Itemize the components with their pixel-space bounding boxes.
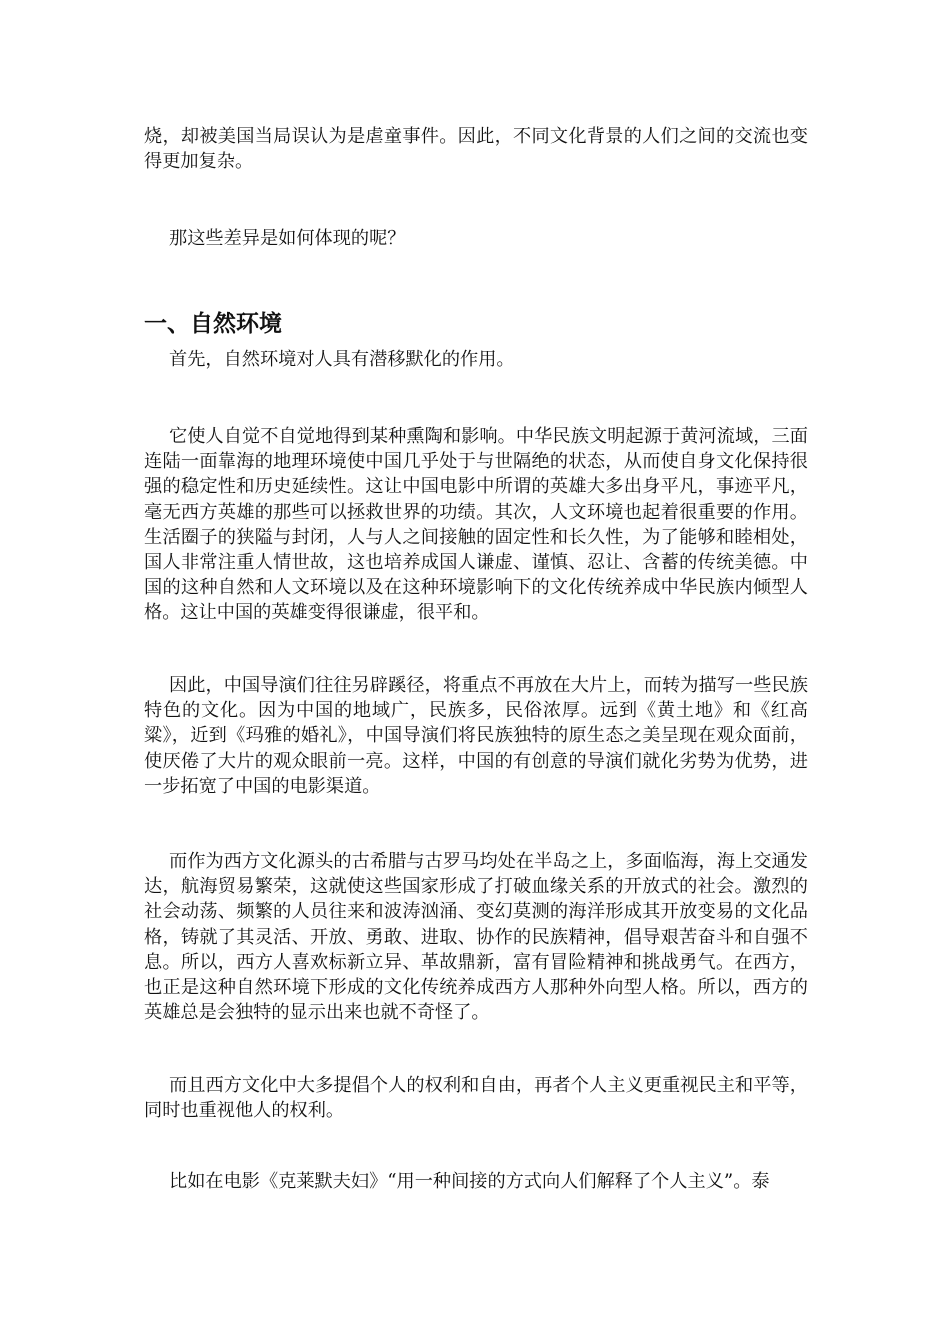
- paragraph-chinese-directors: 因此，中国导演们往往另辟蹊径，将重点不再放在大片上，而转为描写一些民族特色的文化。因为中国的地域广，民族多，民俗浓厚。远到《黄土地》和《红高粱》，近到《玛雅的婚礼》，中国导演们将民族独特的原生态之美呈现在观众面前，使厌倦了大片的观众眼前一亮。这样，中国的有创意的导演们就化劣势为优势，进一步拓宽了中国的电影渠道。: [144, 675, 808, 797]
- paragraph-question: 那这些差异是如何体现的呢？: [169, 228, 406, 249]
- paragraph-continuation: 烧，却被美国当局误认为是虐童事件。因此，不同文化背景的人们之间的交流也变得更加复杂。: [144, 126, 808, 173]
- paragraph-example: 比如在电影《克莱默夫妇》“用一种间接的方式向人们解释了个人主义”。泰: [169, 1171, 770, 1192]
- paragraph-intro: 首先，自然环境对人具有潜移默化的作用。: [169, 349, 515, 370]
- paragraph-western-environment: 而作为西方文化源头的古希腊与古罗马均处在半岛之上，多面临海，海上交通发达，航海贸易繁荣，这就使这些国家形成了打破血缘关系的开放式的社会。激烈的社会动荡、频繁的人员往来和波涛汹涌、变幻莫测的海洋形成其开放变易的文化品格，铸就了其灵活、开放、勇敢、进取、协作的民族精神，倡导艰苦奋斗和自强不息。所以，西方人喜欢标新立异、革故鼎新，富有冒险精神和挑战勇气。在西方，也正是这种自然环境下形成的文化传统养成西方人那种外向型人格。所以，西方的英雄总是会独特的显示出来也就不奇怪了。: [144, 851, 808, 1024]
- paragraph-individual-rights: 而且西方文化中大多提倡个人的权利和自由，再者个人主义更重视民主和平等，同时也重视他人的权利。: [144, 1075, 808, 1122]
- paragraph-chinese-environment: 它使人自觉不自觉地得到某种熏陶和影响。中华民族文明起源于黄河流域，三面连陆一面靠海的地理环境使中国几乎处于与世隔绝的状态，从而使自身文化保持很强的稳定性和历史延续性。这让中国电影中所谓的英雄大多出身平凡，事迹平凡，毫无西方英雄的那些可以拯救世界的功绩。其次，人文环境也起着很重要的作用。生活圈子的狭隘与封闭，人与人之间接触的固定性和长久性，为了能够和睦相处，国人非常注重人情世故，这也培养成国人谦虚、谨慎、忍让、含蓄的传统美德。中国的这种自然和人文环境以及在这种环境影响下的文化传统养成中华民族内倾型人格。这让中国的英雄变得很谦虚，很平和。: [144, 426, 808, 624]
- section-heading: 一、自然环境: [144, 311, 282, 337]
